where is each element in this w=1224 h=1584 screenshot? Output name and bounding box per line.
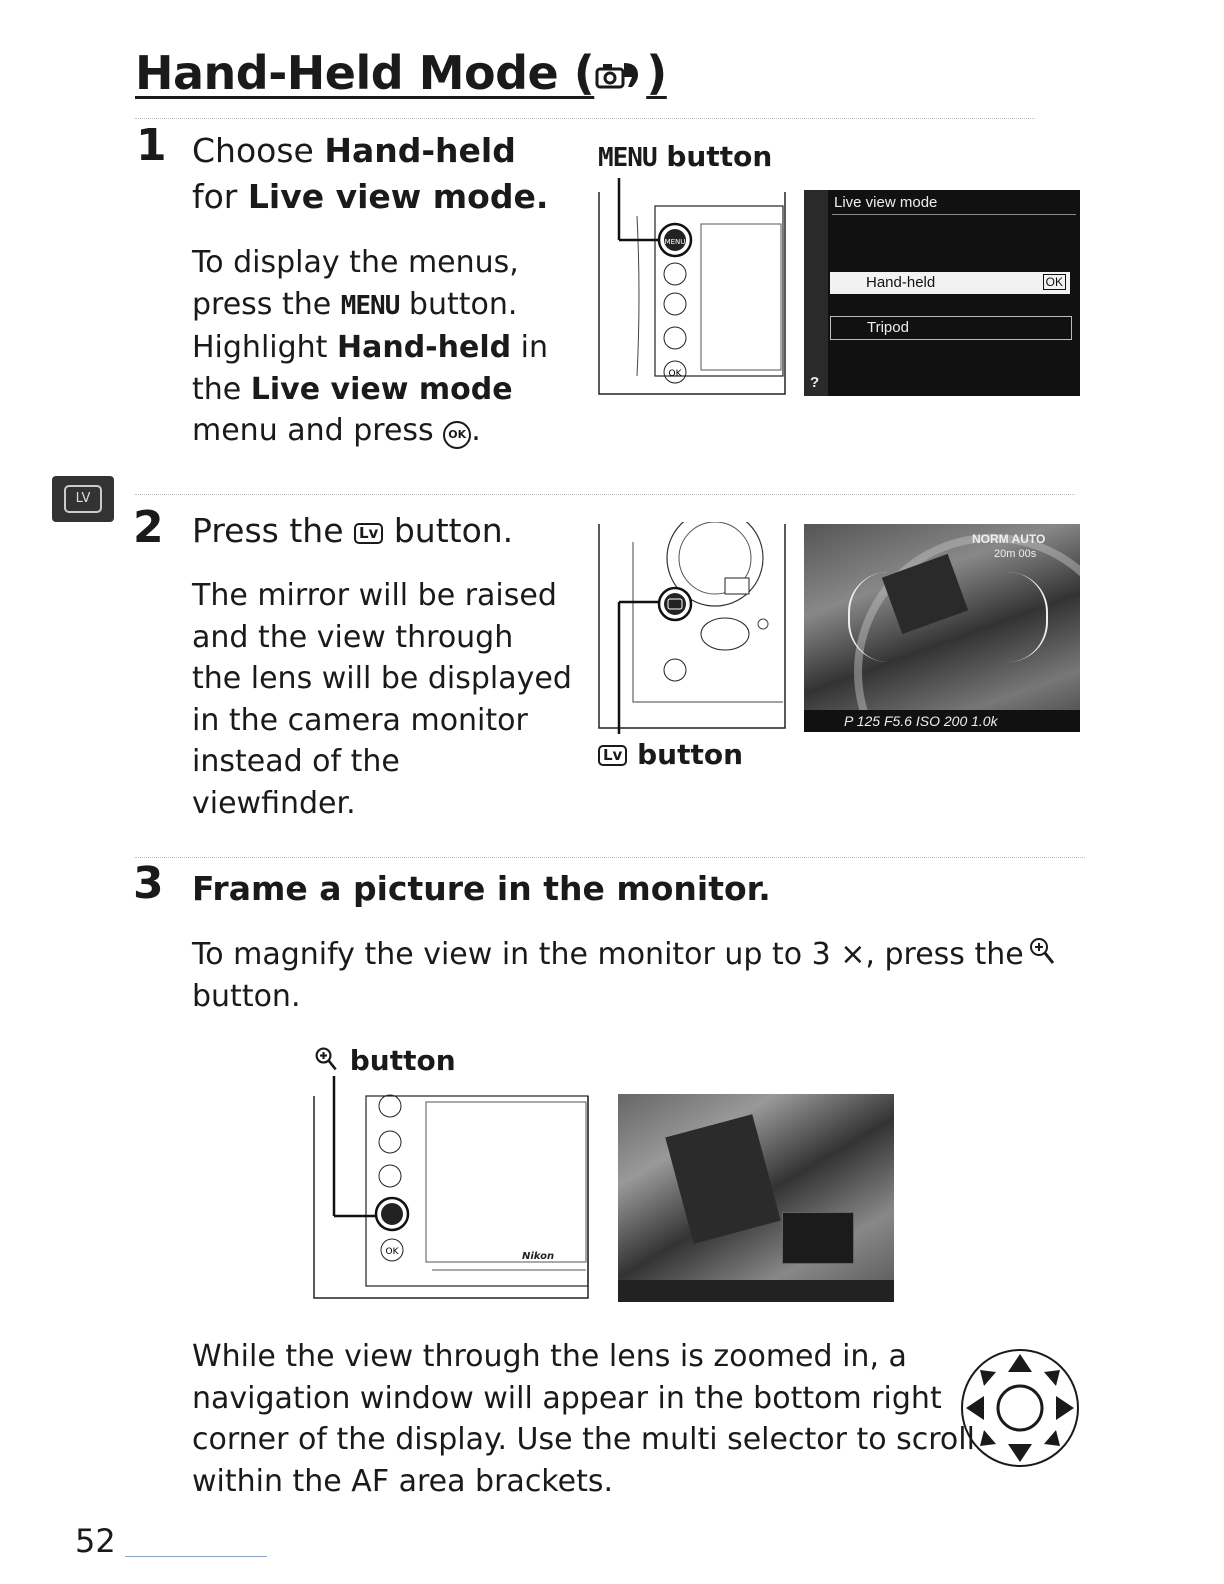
zoom-button-caption: button (314, 1044, 456, 1077)
live-view-screen: NORM AUTO 20m 00s P 125 F5.6 ISO 200 1.0k (804, 524, 1080, 732)
step-number: 1 (136, 120, 167, 171)
step-number: 3 (133, 858, 164, 909)
zoomed-live-view-screen (618, 1094, 894, 1302)
svg-text:MENU: MENU (664, 238, 686, 246)
zoom-in-icon (1028, 936, 1058, 966)
hand-held-mode-icon (594, 57, 646, 93)
divider (135, 494, 1075, 495)
step-body: The mirror will be raised and the view through the lens will be displayed in the camera monitor instead of the viewfinder. (192, 578, 572, 821)
divider (135, 857, 1085, 858)
step-number: 2 (133, 502, 164, 553)
svg-text:Nikon: Nikon (522, 1251, 555, 1262)
svg-text:OK: OK (385, 1247, 399, 1257)
navigation-window (782, 1212, 854, 1264)
camera-back-lv-figure (597, 522, 787, 734)
menu-item-hand-held[interactable]: Hand-held OK (830, 272, 1070, 294)
step-heading: Choose Hand-held for Live view mode. (192, 131, 549, 216)
page-number-rule (125, 1556, 267, 1557)
step-body: To display the menus, press the MENU button. Highlight Hand-held in the Live view mode menu and press OK . (192, 245, 548, 448)
page-number: 52 (75, 1522, 116, 1560)
step-body: While the view through the lens is zoomed in, a navigation window will appear in the bottom right corner of the display. Use the multi selector to scroll within the AF area brackets. (192, 1339, 975, 1499)
menu-item-tripod[interactable]: Tripod (830, 316, 1072, 340)
ok-button-icon: OK (443, 421, 471, 449)
step-body: To magnify the view in the monitor up to 3 ×, press the button. (192, 934, 1058, 1017)
camera-back-menu-figure (597, 176, 787, 396)
live-view-tab-icon: LV (52, 476, 114, 522)
live-view-mode-menu-screen: Live view mode Hand-held OK Tripod ? (804, 190, 1080, 396)
menu-button-caption: MENU button (598, 140, 773, 173)
lv-button-caption: Lv button (598, 738, 743, 771)
lv-button-icon: Lv (354, 523, 383, 544)
step-heading: Frame a picture in the monitor. (192, 869, 771, 908)
svg-text:OK: OK (668, 369, 682, 379)
page-title: Hand-Held Mode ( ) (135, 46, 667, 100)
divider (135, 118, 1035, 119)
camera-back-zoom-figure (312, 1076, 592, 1302)
step-heading: Press the Lv button. (192, 511, 514, 550)
multi-selector-icon (958, 1346, 1082, 1470)
